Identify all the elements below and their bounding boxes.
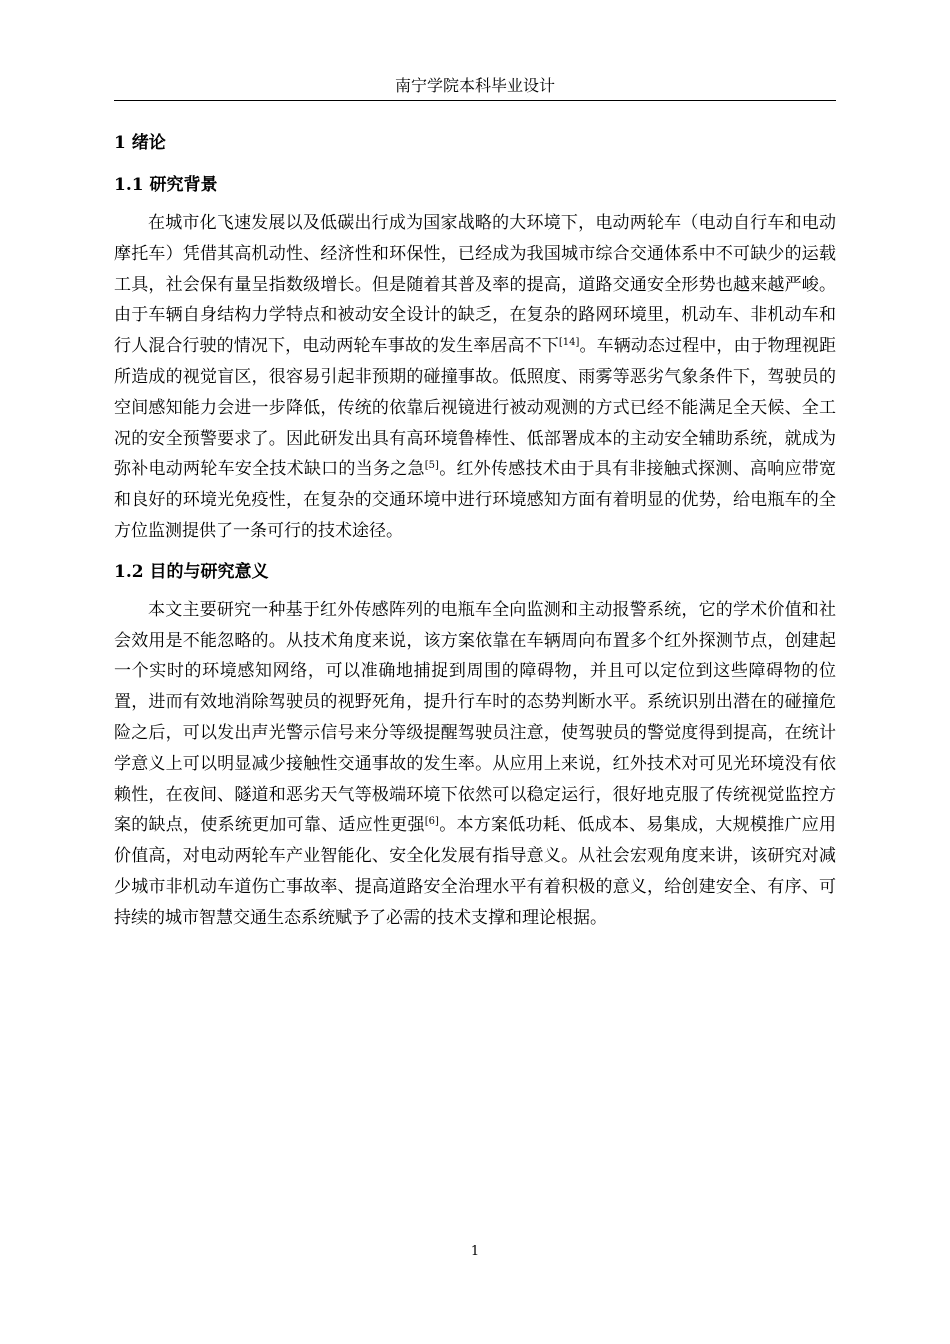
chapter-heading: 1 绪论 (114, 133, 166, 153)
paragraph-text: 。红外传感技术由于具有非接触式探测、高响应带宽和良好的环境光免疫性，在复杂的交通环境中进行环境感知方面有着明显的优势，给电瓶车的全方位监测提供了一条可行的技术途径。 (114, 459, 837, 541)
page-header: 南宁学院本科毕业设计 (394, 76, 555, 95)
page-number: 1 (470, 1244, 480, 1259)
purpose-significance-paragraph (114, 595, 836, 934)
section-heading-purpose-significance: 1.2 目的与研究意义 (114, 561, 269, 582)
citation-superscript: [6] (424, 816, 439, 828)
paragraph-text: 在城市化飞速发展以及低碳出行成为国家战略的大环境下，电动两轮车（电动自行车和电动摩托车）凭借其高机动性、经济性和环保性，已经成为我国城市综合交通体系中不可缺少的运载工具，社会保有量呈指数级增长。但是随着其普及率的提高，道路交通安全形势也越来越严峻。由于车辆自身结构力学特点和被动安全设计的缺乏，在复杂的路网环境里，机动车、非机动车和行人混合行驶的情况下，电动两轮车事故的发生率居高不下 (114, 213, 836, 357)
paragraph-text: 。本方案低功耗、低成本、易集成，大规模推广应用价值高，对电动两轮车产业智能化、安全化发展有指导意义。从社会宏观角度来讲，该研究对减少城市非机动车道伤亡事故率、提高道路安全治理水平有着积极的意义，给创建安全、有序、可持续的城市智慧交通生态系统赋予了必需的技术支撑和理论根据。 (114, 815, 837, 928)
document-body (114, 126, 836, 940)
section-heading-research-background: 1.1 研究背景 (114, 175, 218, 195)
paragraph-text: 本文主要研究一种基于红外传感阵列的电瓶车全向监测和主动报警系统，它的学术价值和社会效用是不能忽略的。从技术角度来说，该方案依靠在车辆周向布置多个红外探测节点，创建起一个实时的环境感知网络，可以准确地捕捉到周围的障碍物，并且可以定位到这些障碍物的位置，进而有效地消除驾驶员的视野死角，提升行车时的态势判断水平。系统识别出潜在的碰撞危险之后，可以发出声光警示信号来分等级提醒驾驶员注意，使驾驶员的警觉度得到提高，在统计学意义上可以明显减少接触性交通事故的发生率。从应用上来说，红外技术对可见光环境没有依赖性，在夜间、隧道和恶劣天气等极端环境下依然可以稳定运行，很好地克服了传统视觉监控方案的缺点，使系统更加可靠、适应性更强 (114, 599, 836, 836)
header-rule (114, 100, 836, 101)
citation-superscript: [14] (558, 337, 580, 349)
research-background-paragraph (114, 208, 836, 547)
paragraph-text: 。车辆动态过程中，由于物理视距所造成的视觉盲区，很容易引起非预期的碰撞事故。低照度、雨雾等恶劣气象条件下，驾驶员的空间感知能力会进一步降低，传统的依靠后视镜进行被动观测的方式已经不能满足全天候、全工况的安全预警要求了。因此研发出具有高环境鲁棒性、低部署成本的主动安全辅助系统，就成为弥补电动两轮车安全技术缺口的当务之急 (114, 336, 837, 480)
citation-superscript: [5] (424, 460, 439, 472)
